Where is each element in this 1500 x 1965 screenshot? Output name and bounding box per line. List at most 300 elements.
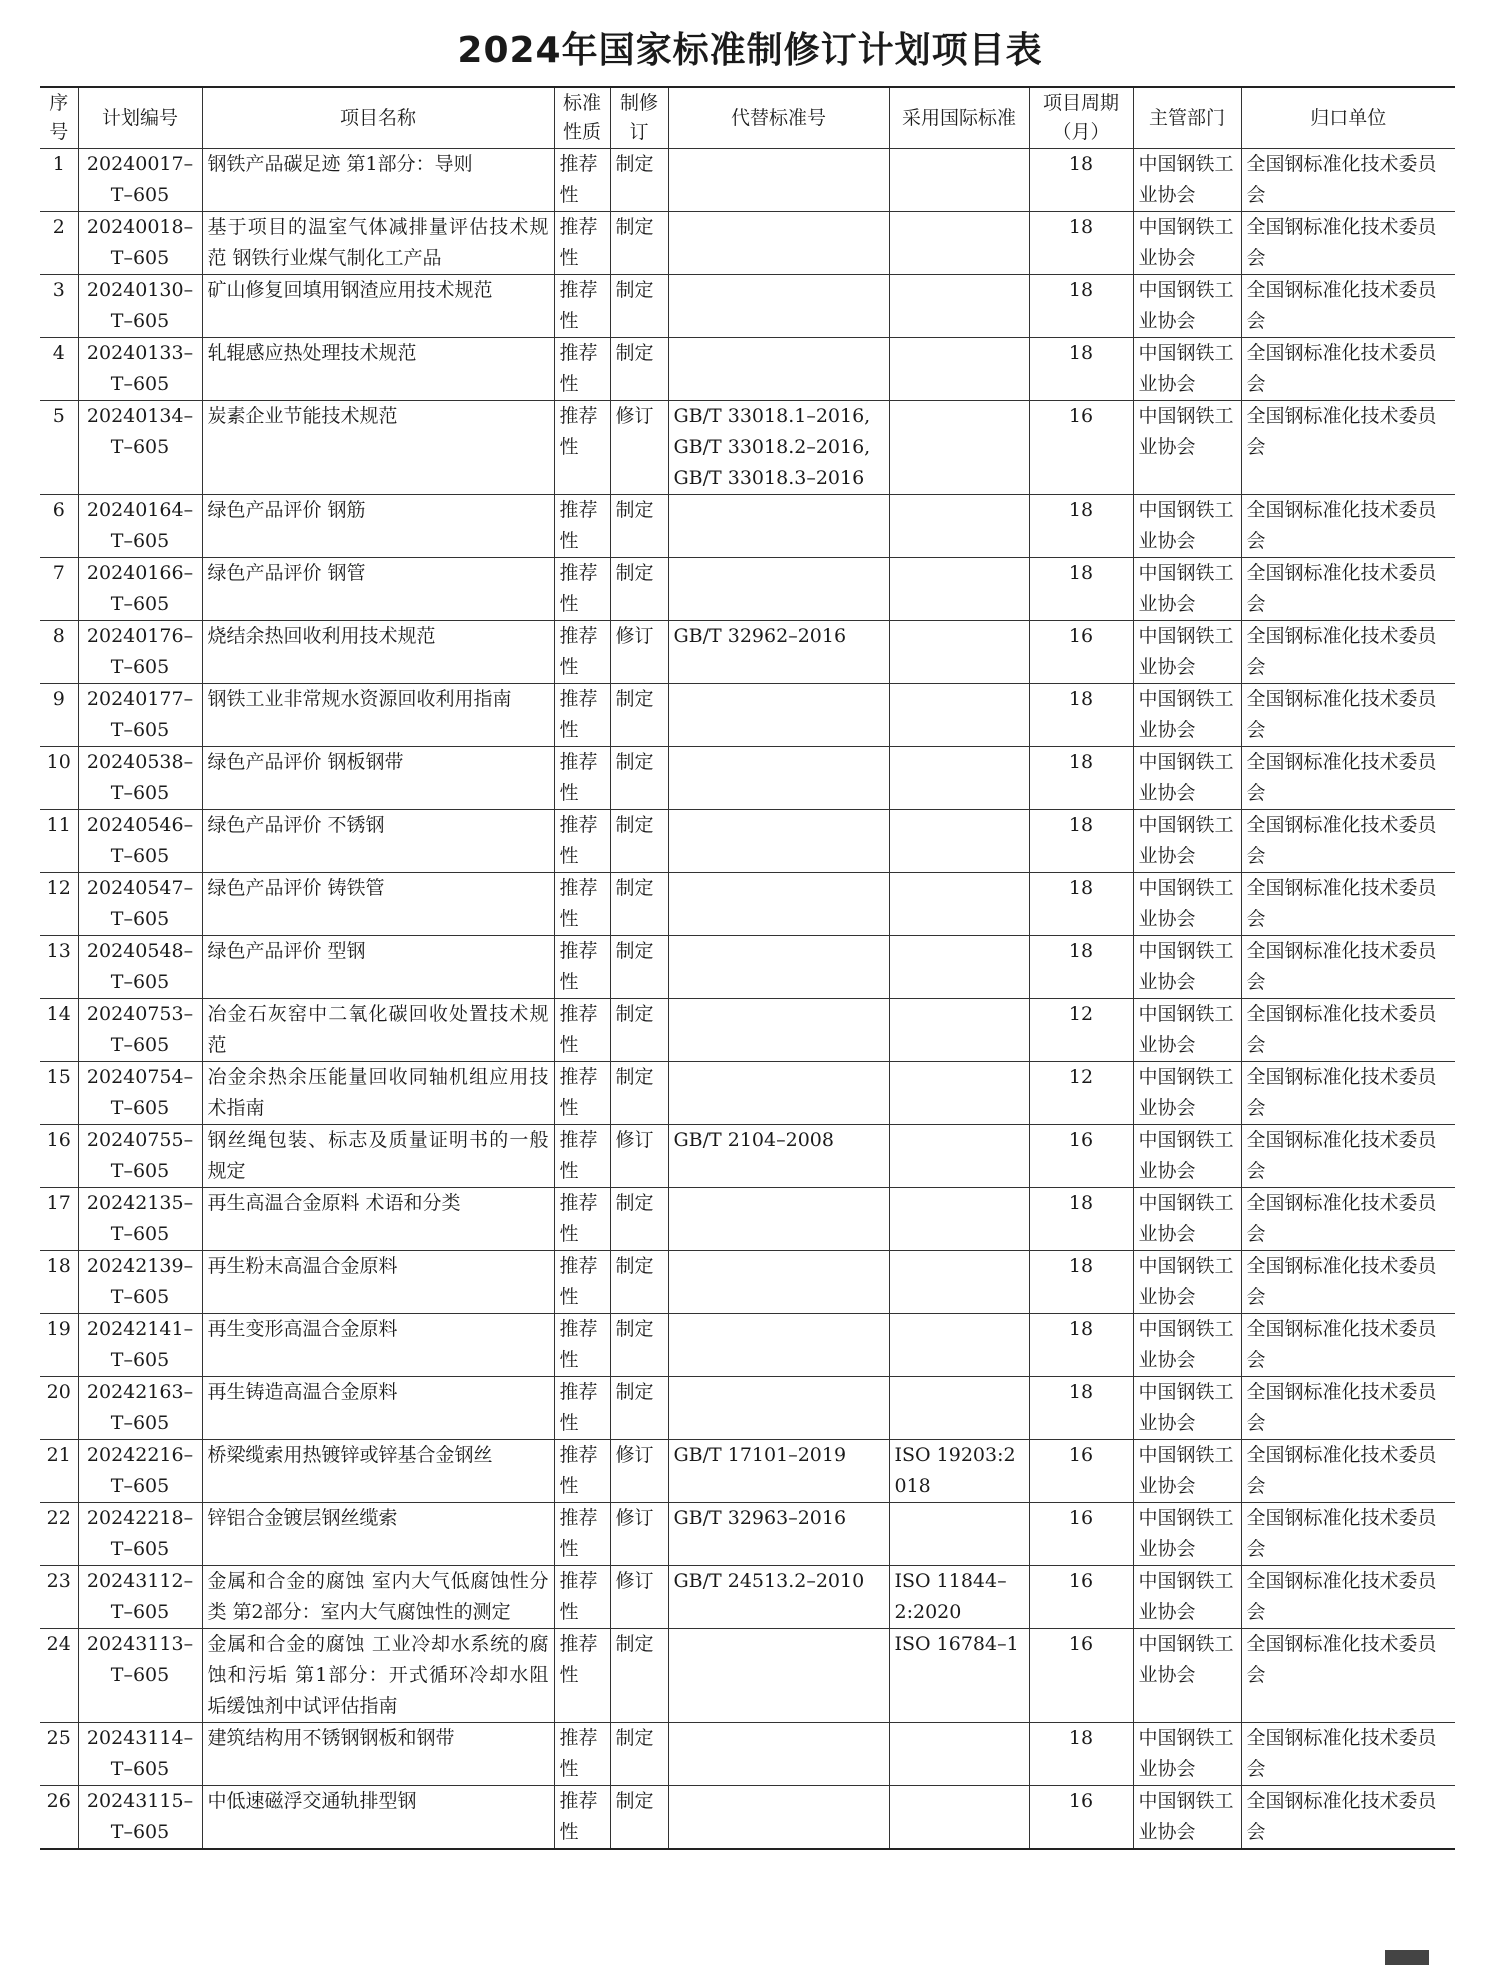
cell-type: 修订 [610,401,668,495]
cell-nature: 推荐性 [554,1062,610,1125]
cell-plan-no: 20242135–T–605 [78,1188,202,1251]
cell-type: 制定 [610,810,668,873]
cell-intl [889,558,1029,621]
cell-nature: 推荐性 [554,684,610,747]
cell-name: 锌铝合金镀层钢丝缆索 [202,1503,554,1566]
table-row [40,1062,1455,1125]
cell-name: 基于项目的温室气体减排量评估技术规范 钢铁行业煤气制化工产品 [202,212,554,275]
cell-type: 修订 [610,1566,668,1629]
cell-type: 制定 [610,558,668,621]
cell-intl [889,1062,1029,1125]
cell-dept: 中国钢铁工业协会 [1133,1125,1241,1188]
cell-name: 再生铸造高温合金原料 [202,1377,554,1440]
cell-nature: 推荐性 [554,1314,610,1377]
cell-type: 修订 [610,1440,668,1503]
cell-name: 金属和合金的腐蚀 室内大气低腐蚀性分类 第2部分：室内大气腐蚀性的测定 [202,1566,554,1629]
cell-intl [889,873,1029,936]
cell-cycle: 18 [1029,810,1133,873]
cell-dept: 中国钢铁工业协会 [1133,1314,1241,1377]
cell-name: 再生变形高温合金原料 [202,1314,554,1377]
table-row [40,1503,1455,1566]
cell-dept: 中国钢铁工业协会 [1133,684,1241,747]
cell-seq: 24 [40,1629,78,1723]
cell-name: 冶金余热余压能量回收同轴机组应用技术指南 [202,1062,554,1125]
cell-replaced [668,747,889,810]
table-row [40,1314,1455,1377]
table-row [40,936,1455,999]
table-row [40,1786,1455,1850]
cell-unit: 全国钢标准化技术委员会 [1241,873,1455,936]
cell-cycle: 16 [1029,1786,1133,1850]
table-row [40,401,1455,495]
cell-cycle: 18 [1029,1377,1133,1440]
cell-intl [889,1503,1029,1566]
cell-type: 制定 [610,1786,668,1850]
cell-unit: 全国钢标准化技术委员会 [1241,1786,1455,1850]
cell-unit: 全国钢标准化技术委员会 [1241,149,1455,212]
header-plan-no: 计划编号 [78,87,202,149]
cell-dept: 中国钢铁工业协会 [1133,621,1241,684]
cell-seq: 8 [40,621,78,684]
cell-intl [889,684,1029,747]
cell-replaced [668,1377,889,1440]
cell-plan-no: 20242216–T–605 [78,1440,202,1503]
table-row [40,1440,1455,1503]
cell-dept: 中国钢铁工业协会 [1133,212,1241,275]
table-row [40,212,1455,275]
cell-name: 绿色产品评价 钢筋 [202,495,554,558]
cell-name: 建筑结构用不锈钢钢板和钢带 [202,1723,554,1786]
cell-dept: 中国钢铁工业协会 [1133,1062,1241,1125]
cell-seq: 18 [40,1251,78,1314]
cell-seq: 2 [40,212,78,275]
cell-type: 制定 [610,1314,668,1377]
cell-intl [889,999,1029,1062]
cell-unit: 全国钢标准化技术委员会 [1241,621,1455,684]
cell-nature: 推荐性 [554,275,610,338]
cell-seq: 9 [40,684,78,747]
cell-replaced [668,1786,889,1850]
cell-seq: 13 [40,936,78,999]
cell-cycle: 18 [1029,936,1133,999]
cell-cycle: 12 [1029,1062,1133,1125]
cell-nature: 推荐性 [554,1723,610,1786]
cell-nature: 推荐性 [554,495,610,558]
cell-replaced [668,810,889,873]
cell-type: 制定 [610,684,668,747]
table-row [40,1377,1455,1440]
cell-intl [889,338,1029,401]
cell-seq: 10 [40,747,78,810]
cell-type: 修订 [610,1125,668,1188]
cell-dept: 中国钢铁工业协会 [1133,338,1241,401]
cell-type: 制定 [610,936,668,999]
cell-name: 中低速磁浮交通轨排型钢 [202,1786,554,1850]
cell-plan-no: 20240134–T–605 [78,401,202,495]
cell-name: 绿色产品评价 钢板钢带 [202,747,554,810]
cell-cycle: 18 [1029,1723,1133,1786]
cell-type: 制定 [610,1188,668,1251]
cell-dept: 中国钢铁工业协会 [1133,495,1241,558]
cell-cycle: 18 [1029,1251,1133,1314]
cell-seq: 6 [40,495,78,558]
cell-unit: 全国钢标准化技术委员会 [1241,936,1455,999]
cell-seq: 25 [40,1723,78,1786]
table-row [40,684,1455,747]
cell-name: 烧结余热回收利用技术规范 [202,621,554,684]
cell-name: 绿色产品评价 钢管 [202,558,554,621]
cell-type: 制定 [610,212,668,275]
cell-unit: 全国钢标准化技术委员会 [1241,999,1455,1062]
cell-nature: 推荐性 [554,1503,610,1566]
cell-unit: 全国钢标准化技术委员会 [1241,684,1455,747]
cell-plan-no: 20240166–T–605 [78,558,202,621]
cell-nature: 推荐性 [554,873,610,936]
cell-dept: 中国钢铁工业协会 [1133,558,1241,621]
cell-seq: 17 [40,1188,78,1251]
cell-unit: 全国钢标准化技术委员会 [1241,212,1455,275]
cell-intl [889,621,1029,684]
cell-seq: 4 [40,338,78,401]
cell-cycle: 16 [1029,621,1133,684]
cell-nature: 推荐性 [554,747,610,810]
cell-seq: 16 [40,1125,78,1188]
cell-replaced [668,1188,889,1251]
cell-plan-no: 20240538–T–605 [78,747,202,810]
table-row [40,873,1455,936]
header-nature: 标准性质 [554,87,610,149]
table-row [40,1125,1455,1188]
cell-plan-no: 20240130–T–605 [78,275,202,338]
cell-seq: 1 [40,149,78,212]
cell-dept: 中国钢铁工业协会 [1133,873,1241,936]
header-dept: 主管部门 [1133,87,1241,149]
table-header-row [40,87,1455,149]
table-row [40,495,1455,558]
cell-dept: 中国钢铁工业协会 [1133,747,1241,810]
cell-plan-no: 20242218–T–605 [78,1503,202,1566]
cell-seq: 12 [40,873,78,936]
cell-dept: 中国钢铁工业协会 [1133,999,1241,1062]
cell-intl [889,401,1029,495]
cell-name: 钢铁产品碳足迹 第1部分：导则 [202,149,554,212]
cell-plan-no: 20240176–T–605 [78,621,202,684]
cell-intl [889,1251,1029,1314]
table-row [40,1566,1455,1629]
cell-dept: 中国钢铁工业协会 [1133,1440,1241,1503]
cell-replaced [668,1314,889,1377]
cell-dept: 中国钢铁工业协会 [1133,1251,1241,1314]
cell-replaced [668,495,889,558]
cell-replaced [668,1062,889,1125]
cell-cycle: 18 [1029,873,1133,936]
cell-nature: 推荐性 [554,212,610,275]
cell-intl [889,1188,1029,1251]
table-row [40,747,1455,810]
cell-intl [889,1723,1029,1786]
cell-plan-no: 20240754–T–605 [78,1062,202,1125]
cell-seq: 20 [40,1377,78,1440]
cell-cycle: 18 [1029,1188,1133,1251]
cell-nature: 推荐性 [554,936,610,999]
cell-cycle: 16 [1029,1440,1133,1503]
cell-plan-no: 20240133–T–605 [78,338,202,401]
cell-replaced [668,212,889,275]
cell-unit: 全国钢标准化技术委员会 [1241,1188,1455,1251]
cell-seq: 22 [40,1503,78,1566]
cell-name: 炭素企业节能技术规范 [202,401,554,495]
cell-plan-no: 20243114–T–605 [78,1723,202,1786]
cell-name: 轧辊感应热处理技术规范 [202,338,554,401]
cell-cycle: 16 [1029,1503,1133,1566]
table-row [40,275,1455,338]
cell-type: 制定 [610,873,668,936]
cell-intl [889,1377,1029,1440]
table-row [40,621,1455,684]
cell-seq: 15 [40,1062,78,1125]
cell-name: 金属和合金的腐蚀 工业冷却水系统的腐蚀和污垢 第1部分：开式循环冷却水阻垢缓蚀剂中试评估指南 [202,1629,554,1723]
cell-replaced: GB/T 32962–2016 [668,621,889,684]
cell-cycle: 18 [1029,1314,1133,1377]
cell-name: 绿色产品评价 型钢 [202,936,554,999]
cell-dept: 中国钢铁工业协会 [1133,1503,1241,1566]
table-row [40,810,1455,873]
cell-type: 制定 [610,1723,668,1786]
cell-cycle: 18 [1029,212,1133,275]
cell-name: 再生粉末高温合金原料 [202,1251,554,1314]
page-title: 2024年国家标准制修订计划项目表 [457,30,1043,71]
cell-intl [889,747,1029,810]
cell-nature: 推荐性 [554,1786,610,1850]
cell-type: 制定 [610,747,668,810]
cell-unit: 全国钢标准化技术委员会 [1241,495,1455,558]
cell-unit: 全国钢标准化技术委员会 [1241,810,1455,873]
header-name: 项目名称 [202,87,554,149]
cell-cycle: 18 [1029,275,1133,338]
cell-replaced [668,999,889,1062]
cell-cycle: 18 [1029,684,1133,747]
cell-cycle: 18 [1029,495,1133,558]
cell-unit: 全国钢标准化技术委员会 [1241,1440,1455,1503]
cell-type: 制定 [610,149,668,212]
page-footer-mark [1385,1950,1429,1965]
table-row [40,558,1455,621]
cell-plan-no: 20240546–T–605 [78,810,202,873]
cell-intl [889,1314,1029,1377]
header-replaced: 代替标准号 [668,87,889,149]
cell-type: 制定 [610,999,668,1062]
cell-nature: 推荐性 [554,1188,610,1251]
cell-cycle: 12 [1029,999,1133,1062]
cell-name: 冶金石灰窑中二氧化碳回收处置技术规范 [202,999,554,1062]
cell-intl [889,149,1029,212]
cell-seq: 11 [40,810,78,873]
header-cycle: 项目周期（月） [1029,87,1133,149]
cell-dept: 中国钢铁工业协会 [1133,1566,1241,1629]
cell-cycle: 18 [1029,338,1133,401]
cell-cycle: 16 [1029,1566,1133,1629]
cell-unit: 全国钢标准化技术委员会 [1241,1723,1455,1786]
cell-intl [889,212,1029,275]
cell-dept: 中国钢铁工业协会 [1133,1188,1241,1251]
header-type: 制修订 [610,87,668,149]
cell-unit: 全国钢标准化技术委员会 [1241,558,1455,621]
cell-type: 制定 [610,1251,668,1314]
cell-cycle: 18 [1029,149,1133,212]
cell-nature: 推荐性 [554,1125,610,1188]
cell-unit: 全国钢标准化技术委员会 [1241,747,1455,810]
cell-type: 修订 [610,621,668,684]
cell-intl [889,495,1029,558]
cell-nature: 推荐性 [554,338,610,401]
cell-plan-no: 20240018–T–605 [78,212,202,275]
cell-seq: 5 [40,401,78,495]
cell-plan-no: 20242141–T–605 [78,1314,202,1377]
cell-replaced [668,1723,889,1786]
cell-unit: 全国钢标准化技术委员会 [1241,1314,1455,1377]
cell-plan-no: 20240177–T–605 [78,684,202,747]
cell-nature: 推荐性 [554,999,610,1062]
cell-type: 制定 [610,1629,668,1723]
cell-dept: 中国钢铁工业协会 [1133,1377,1241,1440]
cell-seq: 19 [40,1314,78,1377]
cell-unit: 全国钢标准化技术委员会 [1241,1503,1455,1566]
cell-intl [889,1125,1029,1188]
table-row [40,149,1455,212]
header-intl: 采用国际标准 [889,87,1029,149]
cell-replaced [668,275,889,338]
cell-dept: 中国钢铁工业协会 [1133,401,1241,495]
cell-dept: 中国钢铁工业协会 [1133,275,1241,338]
cell-name: 绿色产品评价 不锈钢 [202,810,554,873]
cell-name: 绿色产品评价 铸铁管 [202,873,554,936]
cell-replaced: GB/T 2104–2008 [668,1125,889,1188]
cell-seq: 21 [40,1440,78,1503]
cell-dept: 中国钢铁工业协会 [1133,936,1241,999]
cell-unit: 全国钢标准化技术委员会 [1241,1629,1455,1723]
cell-dept: 中国钢铁工业协会 [1133,149,1241,212]
cell-nature: 推荐性 [554,401,610,495]
cell-replaced [668,936,889,999]
cell-plan-no: 20240164–T–605 [78,495,202,558]
table-row [40,338,1455,401]
cell-unit: 全国钢标准化技术委员会 [1241,1251,1455,1314]
table-row [40,999,1455,1062]
cell-plan-no: 20243112–T–605 [78,1566,202,1629]
cell-plan-no: 20240547–T–605 [78,873,202,936]
cell-name: 钢铁工业非常规水资源回收利用指南 [202,684,554,747]
cell-type: 修订 [610,1503,668,1566]
cell-dept: 中国钢铁工业协会 [1133,1786,1241,1850]
cell-cycle: 18 [1029,558,1133,621]
cell-name: 桥梁缆索用热镀锌或锌基合金钢丝 [202,1440,554,1503]
cell-nature: 推荐性 [554,558,610,621]
cell-plan-no: 20240548–T–605 [78,936,202,999]
cell-replaced [668,1251,889,1314]
cell-dept: 中国钢铁工业协会 [1133,1629,1241,1723]
cell-dept: 中国钢铁工业协会 [1133,1723,1241,1786]
table-row [40,1188,1455,1251]
cell-type: 制定 [610,1377,668,1440]
cell-replaced [668,149,889,212]
cell-nature: 推荐性 [554,621,610,684]
header-seq: 序号 [40,87,78,149]
cell-type: 制定 [610,1062,668,1125]
cell-seq: 7 [40,558,78,621]
cell-name: 钢丝绳包装、标志及质量证明书的一般规定 [202,1125,554,1188]
cell-plan-no: 20242139–T–605 [78,1251,202,1314]
cell-intl: ISO 16784–1 [889,1629,1029,1723]
cell-replaced: GB/T 17101–2019 [668,1440,889,1503]
cell-nature: 推荐性 [554,810,610,873]
cell-replaced: GB/T 24513.2–2010 [668,1566,889,1629]
table-row [40,1629,1455,1723]
cell-replaced: GB/T 33018.1–2016, GB/T 33018.2–2016, GB/T 33018.3–2016 [668,401,889,495]
cell-unit: 全国钢标准化技术委员会 [1241,1125,1455,1188]
cell-cycle: 16 [1029,1629,1133,1723]
cell-unit: 全国钢标准化技术委员会 [1241,401,1455,495]
cell-nature: 推荐性 [554,1566,610,1629]
cell-nature: 推荐性 [554,149,610,212]
cell-plan-no: 20240755–T–605 [78,1125,202,1188]
cell-cycle: 16 [1029,1125,1133,1188]
cell-replaced [668,873,889,936]
cell-unit: 全国钢标准化技术委员会 [1241,275,1455,338]
table-row [40,1723,1455,1786]
cell-type: 制定 [610,338,668,401]
cell-dept: 中国钢铁工业协会 [1133,810,1241,873]
cell-intl [889,1786,1029,1850]
cell-nature: 推荐性 [554,1629,610,1723]
cell-intl [889,810,1029,873]
cell-intl [889,275,1029,338]
table-row [40,1251,1455,1314]
cell-nature: 推荐性 [554,1377,610,1440]
cell-cycle: 18 [1029,747,1133,810]
cell-plan-no: 20243115–T–605 [78,1786,202,1850]
cell-intl: ISO 19203:2018 [889,1440,1029,1503]
cell-plan-no: 20240753–T–605 [78,999,202,1062]
cell-nature: 推荐性 [554,1440,610,1503]
cell-plan-no: 20240017–T–605 [78,149,202,212]
cell-replaced [668,558,889,621]
cell-replaced [668,1629,889,1723]
cell-replaced: GB/T 32963–2016 [668,1503,889,1566]
cell-unit: 全国钢标准化技术委员会 [1241,338,1455,401]
cell-replaced [668,684,889,747]
cell-intl: ISO 11844–2:2020 [889,1566,1029,1629]
cell-seq: 23 [40,1566,78,1629]
cell-nature: 推荐性 [554,1251,610,1314]
cell-replaced [668,338,889,401]
cell-name: 矿山修复回填用钢渣应用技术规范 [202,275,554,338]
cell-plan-no: 20243113–T–605 [78,1629,202,1723]
cell-seq: 26 [40,1786,78,1850]
cell-unit: 全国钢标准化技术委员会 [1241,1566,1455,1629]
plan-table [40,86,1455,1850]
cell-name: 再生高温合金原料 术语和分类 [202,1188,554,1251]
cell-plan-no: 20242163–T–605 [78,1377,202,1440]
cell-cycle: 16 [1029,401,1133,495]
cell-unit: 全国钢标准化技术委员会 [1241,1377,1455,1440]
cell-type: 制定 [610,495,668,558]
cell-seq: 3 [40,275,78,338]
cell-type: 制定 [610,275,668,338]
table-body [40,149,1455,1850]
header-unit: 归口单位 [1241,87,1455,149]
cell-intl [889,936,1029,999]
cell-unit: 全国钢标准化技术委员会 [1241,1062,1455,1125]
